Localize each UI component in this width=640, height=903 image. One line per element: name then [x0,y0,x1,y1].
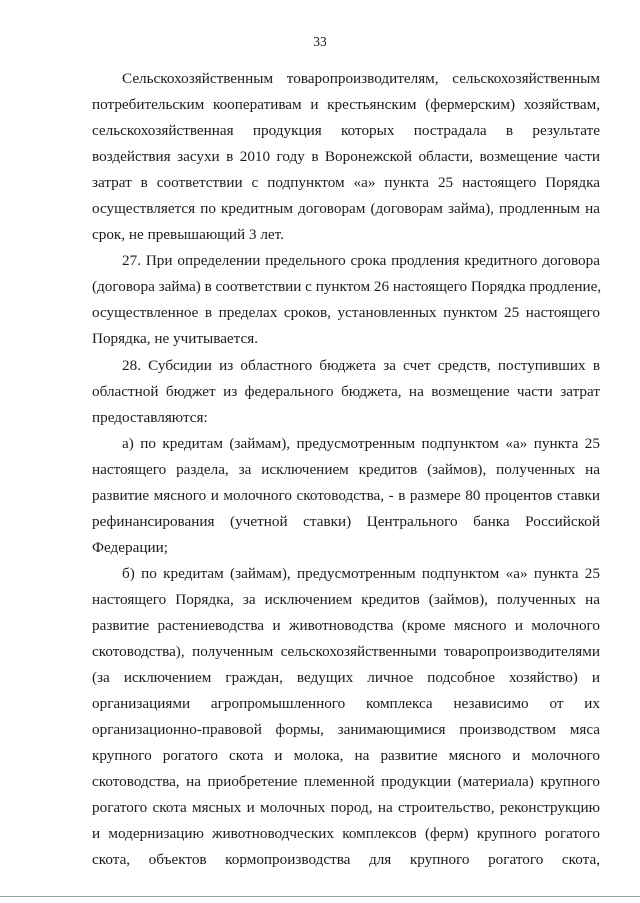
text-line: затрат в соответствии с подпунктом «а» пункта 25 настоящего Порядка [92,174,600,192]
page-bottom-edge [0,896,640,897]
text-line: 28. Субсидии из областного бюджета за счет средств, поступивших в [122,356,600,374]
text-line: предоставляются: [92,408,208,426]
text-line: Порядка, не учитывается. [92,330,259,348]
text-line: осуществленное в пределах сроков, установленных пунктом 25 настоящего [92,304,600,322]
text-line: 27. При определении предельного срока продления кредитного договора [122,252,600,270]
text-line: настоящего Порядка, за исключением кредитов (займов), полученных на [92,590,600,608]
text-line: развитие мясного и молочного скотоводства, - в размере 80 процентов ставки [92,486,600,504]
text-line: рефинансирования (учетной ставки) Центрального банка Российской [92,512,600,530]
text-line: организационно-правовой формы, занимающимися производством мяса [92,721,600,739]
text-line: скотоводства, на приобретение племенной продукции (материала) крупного [92,773,600,791]
text-line: (договора займа) в соответствии с пунктом 26 настоящего Порядка продление, [92,278,602,296]
text-line: потребительским кооперативам и крестьянским (фермерским) хозяйствам, [92,96,600,114]
text-line: развитие растениеводства и животноводства (кроме мясного и молочного [92,616,600,634]
text-line: крупного рогатого скота и молока, на развитие мясного и молочного [92,747,600,765]
text-line: а) по кредитам (займам), предусмотренным подпунктом «а» пункта 25 [122,434,600,452]
text-line: и модернизацию животноводческих комплексов (ферм) крупного рогатого [92,825,600,843]
text-line: организациями агропромышленного комплекса независимо от их [92,695,600,713]
text-line: сельскохозяйственная продукция которых пострадала в результате [92,122,600,140]
text-line: воздействия засухи в 2010 году в Воронежской области, возмещение части [92,148,600,166]
text-line: осуществляется по кредитным договорам (договорам займа), продленным на [92,200,600,218]
text-line: Федерации; [92,538,168,556]
text-line: скота, объектов кормопроизводства для крупного рогатого скота, [92,851,600,869]
text-line: скотоводства), полученным сельскохозяйственными товаропроизводителями [92,643,600,661]
text-line: срок, не превышающий 3 лет. [92,226,284,244]
text-line: настоящего раздела, за исключением кредитов (займов), полученных на [92,460,600,478]
text-line: областной бюджет из федерального бюджета, на возмещение части затрат [92,382,600,400]
text-line: б) по кредитам (займам), предусмотренным подпунктом «а» пункта 25 [122,564,600,582]
page-number: 33 [313,34,327,49]
text-line: (за исключением граждан, ведущих личное подсобное хозяйство) и [92,669,600,687]
document-body [92,66,600,873]
text-line: Сельскохозяйственным товаропроизводителям, сельскохозяйственным [122,70,600,87]
text-line: рогатого скота мясных и молочных пород, на строительство, реконструкцию [92,799,600,817]
